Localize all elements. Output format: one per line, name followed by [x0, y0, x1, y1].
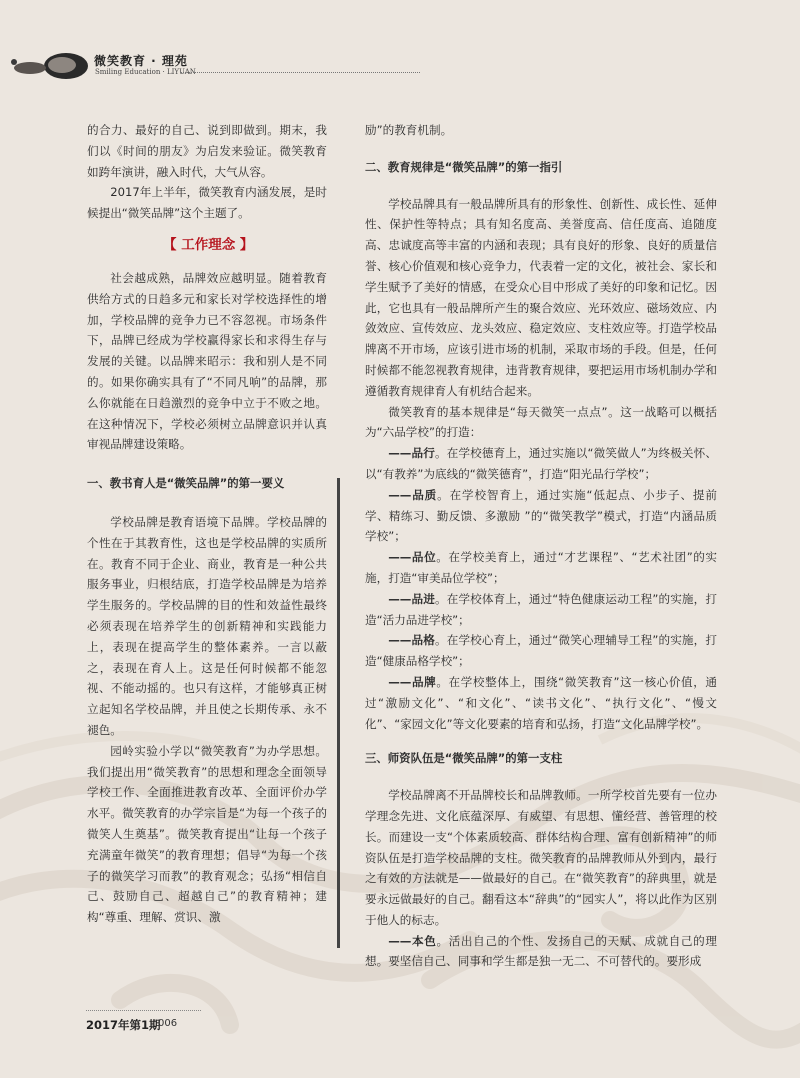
list-item	[365, 485, 717, 547]
issue-label: 2017年第1期	[86, 1018, 161, 1032]
list-item	[365, 630, 717, 672]
left-column	[87, 120, 327, 928]
keyword: ——品牌	[388, 674, 437, 689]
paragraph: 的合力、最好的自己、说到即做到。期末，我们以《时间的朋友》为启发来验证。微笑教育如跨年演讲，融入时代，大气从容。	[87, 123, 327, 179]
list-item-text: 。在学校美育上，通过“才艺课程”、“艺术社团”的实施，打造“审美品位学校”；	[365, 550, 717, 585]
paragraph: 学校品牌离不开品牌校长和品牌教师。一所学校首先要有一位办学理念先进、文化底蕴深厚、有威望、有思想、懂经营、善管理的校长。而建设一支“个体素质较高、群体结构合理、富有创新精神”的师资队伍是打造学校品牌的支柱。微笑教育的品牌教师从外到内，最行之有效的方法就是——做最好的自己。在“微笑教育”的辞典里，就是要永远做最好的自己。翻看这本“辞典”的“园实人”，将以此作为区别于他人的标志。	[365, 788, 717, 927]
list-item	[365, 547, 717, 589]
header-dotted-rule	[180, 72, 420, 73]
list-item	[365, 589, 717, 631]
paragraph: 励”的教育机制。	[365, 123, 453, 137]
paragraph: 社会越成熟，品牌效应越明显。随着教育供给方式的日趋多元和家长对学校选择性的增加，学校品牌的竞争力已不容忽视。市场条件下，品牌已经成为学校赢得家长和求得生存与发展的关键。以品牌来昭示：我和别人是不同的。如果你确实具有了“不同凡响”的品牌，那么你就能在日趋激烈的竞争中立于不败之地。在这种情况下，学校必须树立品牌意识并认真审视品牌建设策略。	[87, 270, 327, 452]
paragraph: 学校品牌具有一般品牌所具有的形象性、创新性、成长性、延伸性、保护性等特点；具有知名度高、美誉度高、信任度高、追随度高、忠诚度高等丰富的内涵和表现；具有良好的形象、良好的质量信誉、核心价值观和核心竞争力，代表着一定的文化，被社会、家长和学生赋予了美好的情感，在受众心目中形成了美好的印象和记忆。因此，它也具有一般品牌所产生的聚合效应、光环效应、磁场效应、内敛效应、宣传效应、龙头效应、稳定效应、支柱效应等。打造学校品牌离不开市场，应该引进市场的机制，采取市场的手段。但是，任何时候都不能忽视教育规律，违背教育规律，要把运用市场机制办学和遵循教育规律育人有机结合起来。	[365, 196, 717, 398]
paragraph	[365, 931, 717, 973]
paragraph-text: 。活出自己的个性、发扬自己的天赋、成就自己的理想。要坚信自己、同事和学生都是独一无二、不可替代的。要形成	[365, 933, 717, 969]
page-number: 006	[158, 1018, 178, 1029]
column-divider	[337, 478, 340, 948]
keyword: ——品格	[388, 633, 435, 648]
list-item-text: 。在学校体育上，通过“特色健康运动工程”的实施，打造“活力品进学校”；	[365, 591, 717, 627]
list-item-text: 。在学校德育上，通过实施以“微笑做人”为终极关怀、以“有教养”为底线的“微笑德育”，打造“阳光品行学校”；	[365, 446, 717, 481]
list-item	[365, 672, 717, 734]
keyword: ——品质	[388, 487, 438, 502]
list-item-text: 。在学校心育上，通过“微笑心理辅导工程”的实施，打造“健康品格学校”；	[365, 633, 717, 669]
list-item-text: 。在学校整体上，围绕“微笑教育”这一核心价值，通过“激励文化”、“和文化”、“读书文化”、“执行文化”、“慢文化”、“家园文化”等文化要素的培育和弘扬，打造“文化品牌学校”。	[365, 674, 717, 731]
paragraph: 学校品牌是教育语境下品牌。学校品牌的个性在于其教育性，这也是学校品牌的实质所在。教育不同于企业、商业，教育是一种公共服务事业，归根结底，打造学校品牌是为培养学生服务的。学校品牌的目的性和效益性最终必须表现在培养学生的创新精神和实践能力上，表现在提高学生的整体素养。一言以蔽之，表现在育人上。这是任何时候都不能忽视、不能动摇的。也只有这样，才能够真正树立起知名学校品牌，并且使之长期传承、永不褪色。	[87, 514, 327, 737]
paragraph: 2017年上半年，微笑教育内涵发展，是时候提出“微笑品牌”这个主题了。	[87, 185, 327, 221]
section-box-heading: 【 工作理念 】	[163, 236, 254, 253]
footer-dotted-rule	[86, 1010, 201, 1011]
paragraph: 微笑教育的基本规律是“每天微笑一点点”。这一战略可以概括为“六品学校”的打造：	[365, 404, 717, 440]
section-heading: 一、教书育人是“微笑品牌”的第一要义	[87, 476, 285, 491]
keyword: ——品位	[388, 550, 437, 565]
section-heading: 三、师资队伍是“微笑品牌”的第一支柱	[365, 751, 563, 766]
list-item	[365, 443, 717, 485]
right-column	[365, 120, 717, 972]
section-heading: 二、教育规律是“微笑品牌”的第一指引	[365, 159, 563, 174]
keyword: ——品进	[388, 591, 435, 606]
masthead-subtitle: Smiling Education · LIYUAN	[95, 68, 196, 76]
six-pin-list	[365, 443, 717, 734]
masthead-logo	[0, 50, 90, 80]
keyword: ——品行	[388, 446, 435, 461]
keyword: ——本色	[388, 933, 437, 948]
masthead-title: 微笑教育 · 理苑	[94, 54, 188, 68]
list-item-text: 。在学校智育上，通过实施“低起点、小步子、提前学、精练习、勤反馈、多激励 ”的“微笑教学”模式，打造“内涵品质学校”；	[365, 487, 717, 544]
paragraph: 园岭实验小学以“微笑教育”为办学思想。我们提出用“微笑教育”的思想和理念全面领导学校工作、全面推进教育改革、全面评价办学水平。微笑教育的办学宗旨是“为每一个孩子的微笑人生奠基”。微笑教育提出“让每一个孩子充满童年微笑”的教育理想；倡导“为每一个孩子的微笑学习而教”的教育观念；弘扬“相信自己、鼓励自己、超越自己”的教育精神；建构“尊重、理解、赏识、激	[87, 743, 327, 925]
